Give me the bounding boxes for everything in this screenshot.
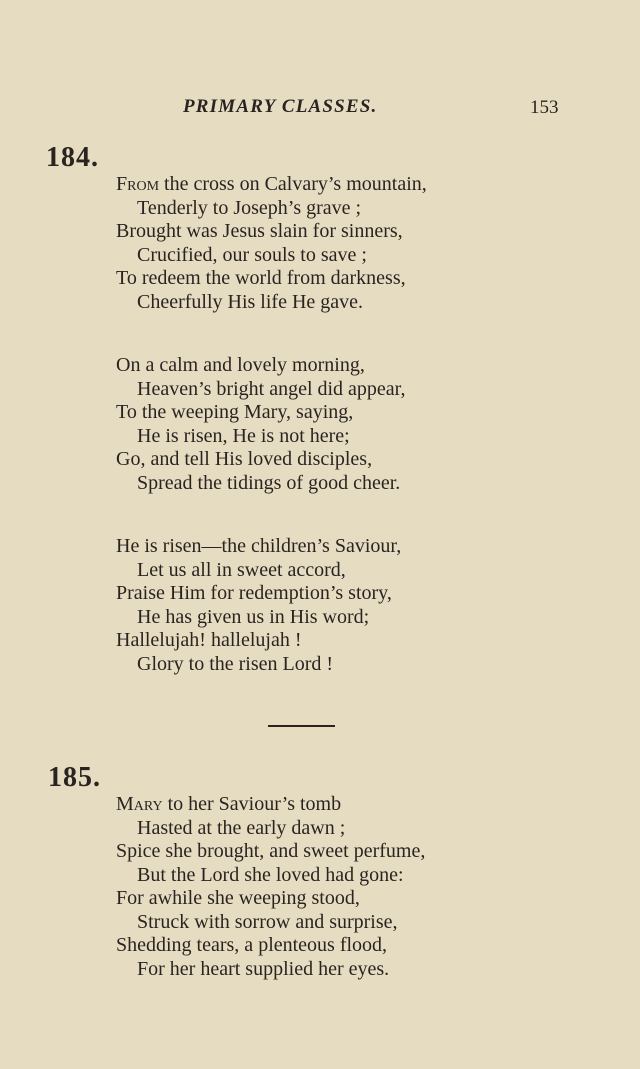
verse-line: Heaven’s bright angel did appear, — [137, 377, 406, 400]
hymn-number-184: 184. — [46, 142, 99, 173]
verse-line: To redeem the world from darkness, — [116, 267, 406, 289]
verse-line: For awhile she weeping stood, — [116, 887, 360, 909]
verse-line: But the Lord she loved had gone: — [137, 863, 404, 886]
verse-line-rest: the cross on Calvary’s mountain, — [159, 173, 427, 195]
stanza — [116, 793, 425, 981]
verse-line: Spice she brought, and sweet perfume, — [116, 840, 426, 862]
page-number: 153 — [530, 97, 559, 118]
running-header — [0, 96, 640, 124]
hymn-number-185: 185. — [48, 762, 101, 793]
verse-line: Cheerfully His life He gave. — [137, 290, 364, 313]
verse-line: Brought was Jesus slain for sinners, — [116, 220, 403, 242]
verse-line-rest: to her Saviour’s tomb — [162, 793, 342, 815]
section-divider — [268, 725, 335, 727]
stanza — [116, 535, 427, 676]
verse-line: Go, and tell His loved disciples, — [116, 448, 373, 470]
verse-line: He has given us in His word; — [137, 605, 370, 628]
verse-line: He is risen, He is not here; — [137, 424, 350, 447]
verse-first-word: Mary — [116, 793, 163, 815]
running-title: PRIMARY CLASSES. — [183, 96, 378, 117]
verse-line — [116, 173, 427, 197]
verse-line: He is risen—the children’s Saviour, — [116, 535, 402, 557]
verse-line — [116, 793, 425, 817]
verse-line: Tenderly to Joseph’s grave ; — [137, 196, 362, 219]
verse-line: Hallelujah! hallelujah ! — [116, 629, 302, 651]
verse-line: Praise Him for redemption’s story, — [116, 582, 392, 604]
verse-line: On a calm and lovely morning, — [116, 354, 365, 376]
hymn-185-text — [116, 793, 425, 981]
verse-line: Glory to the risen Lord ! — [137, 652, 334, 675]
verse-first-word: From — [116, 173, 160, 195]
stanza — [116, 354, 427, 495]
stanza — [116, 173, 427, 314]
verse-line: To the weeping Mary, saying, — [116, 401, 354, 423]
verse-line: Spread the tidings of good cheer. — [137, 471, 401, 494]
verse-line: Shedding tears, a plenteous flood, — [116, 934, 388, 956]
verse-line: Struck with sorrow and surprise, — [137, 910, 398, 933]
verse-line: For her heart supplied her eyes. — [137, 957, 390, 980]
hymn-184-text — [116, 173, 427, 676]
verse-line: Hasted at the early dawn ; — [137, 816, 346, 839]
verse-line: Let us all in sweet accord, — [137, 558, 346, 581]
verse-line: Crucified, our souls to save ; — [137, 243, 367, 266]
